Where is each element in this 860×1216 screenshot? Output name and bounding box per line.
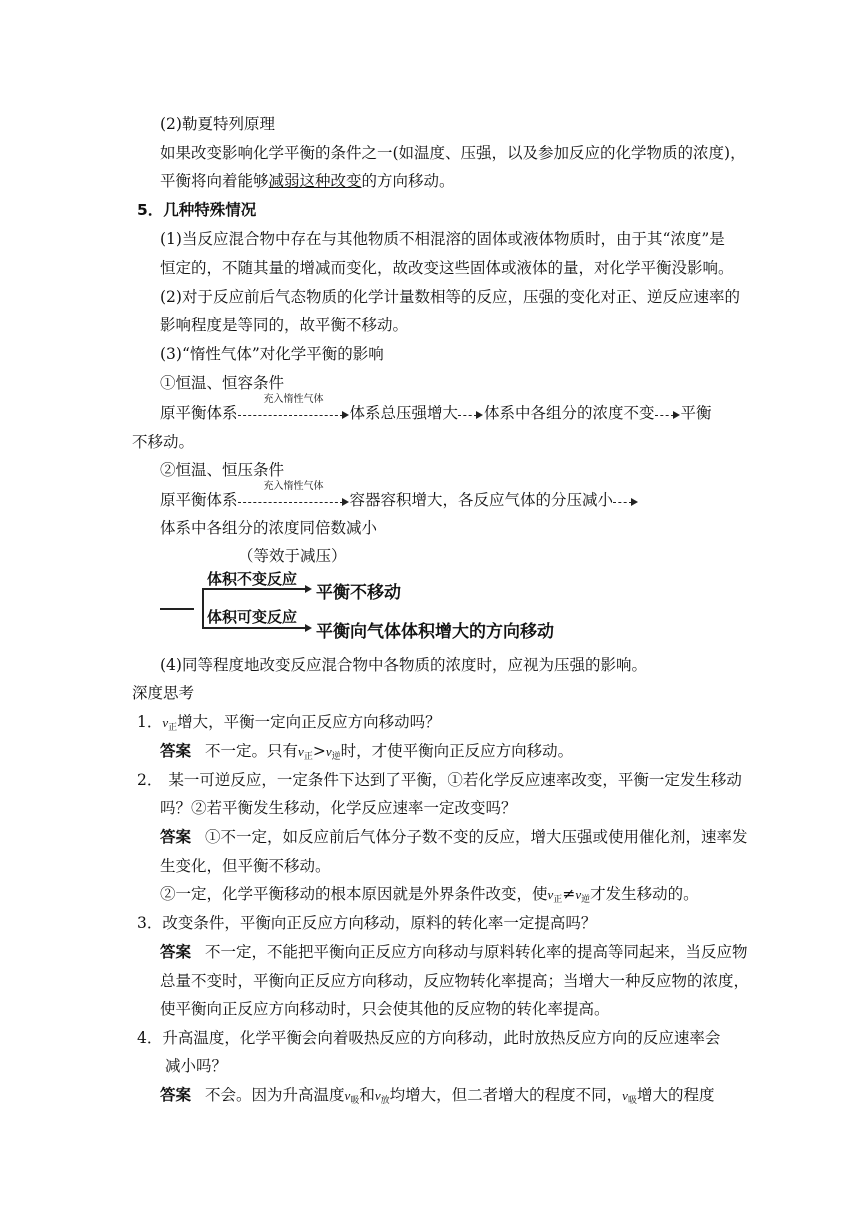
flow-line: 原平衡体系 充入惰性气体 体系总压强增大 体系中各组分的浓度不变 平衡: [160, 402, 712, 425]
paragraph-line: 恒定的，不随其量的增减而变化，故改变这些固体或液体的量，对化学平衡没影响。: [160, 259, 734, 277]
answer-4: 答案 不会。因为升高温度$v_吸$和$v_放$均增大，但二者增大的程度不同，$v_吸$增大的程度: [160, 1086, 715, 1106]
diagram-bracket: [202, 588, 204, 628]
arrow-label: 充入惰性气体: [263, 394, 324, 405]
condition-heading: ①恒温、恒容条件: [160, 374, 285, 392]
diagram-bottom-result: 平衡向气体体积增大的方向移动: [316, 622, 554, 642]
paragraph-line: 不移动。: [132, 433, 195, 451]
question-4: 4．升高温度，化学平衡会向着吸热反应的方向移动，此时放热反应方向的反应速率会: [137, 1029, 721, 1047]
answer-3-cont: 使平衡向正反应方向移动时，只会使其他的反应物的转化率提高。: [160, 1000, 610, 1018]
diagram-top-label: 体积不变反应: [207, 570, 298, 588]
underlined-phrase: 减弱这种改变: [268, 172, 362, 190]
question-1: 1．$v_正$增大，平衡一定向正反应方向移动吗？: [137, 713, 441, 733]
paragraph-line: (1)当反应混合物中存在与其他物质不相混溶的固体或液体物质时，由于其“浓度”是: [160, 230, 725, 248]
paragraph-line: (4)同等程度地改变反应混合物中各物质的浓度时，应视为压强的影响。: [160, 656, 647, 674]
paragraph-line: 体系中各组分的浓度同倍数减小: [160, 519, 378, 537]
diagram-top-line: [202, 588, 308, 590]
diagram-stem: [160, 608, 194, 610]
paragraph-line: 影响程度是等同的，故平衡不移动。: [160, 316, 409, 334]
section-heading: 深度思考: [132, 684, 195, 702]
answer-2: 答案 ①不一定，如反应前后气体分子数不变的反应，增大压强或使用催化剂，速率发: [160, 828, 748, 846]
diagram-bottom-label: 体积可变反应: [207, 608, 298, 626]
answer-1: 答案 不一定。只有$v_正>v_逆$时，才使平衡向正反应方向移动。: [160, 742, 574, 762]
flow-line: 原平衡体系 充入惰性气体 容器容积增大，各反应气体的分压减小: [160, 489, 639, 512]
section-heading: (2)勒夏特列原理: [160, 115, 275, 133]
arrow: [458, 403, 484, 425]
arrow: [655, 403, 681, 425]
diagram-top-result: 平衡不移动: [316, 583, 401, 603]
arrow-head: [305, 624, 312, 632]
labeled-arrow: [238, 481, 350, 512]
condition-heading: ②恒温、恒压条件: [160, 461, 285, 479]
paragraph-line: 如果改变影响化学平衡的条件之一(如温度、压强，以及参加反应的化学物质的浓度)，: [160, 144, 746, 162]
answer-3: 答案 不一定，不能把平衡向正反应方向移动与原料转化率的提高等同起来，当反应物: [160, 943, 748, 961]
answer-2-cont: ②一定，化学平衡移动的根本原因就是外界条件改变，使$v_正\ne v_逆$才发生移动的。: [160, 885, 699, 905]
arrow: [613, 490, 639, 512]
answer-3-cont: 总量不变时，平衡向正反应方向移动，反应物转化率提高；当增大一种反应物的浓度，: [160, 972, 750, 990]
arrow-label: 充入惰性气体: [263, 481, 324, 492]
answer-2-cont: 生变化，但平衡不移动。: [160, 857, 331, 875]
section-heading: 5．几种特殊情况: [137, 201, 257, 219]
paragraph-line: (2)对于反应前后气态物质的化学计量数相等的反应，压强的变化对正、逆反应速率的: [160, 288, 740, 306]
question-3: 3．改变条件，平衡向正反应方向移动，原料的转化率一定提高吗？: [137, 914, 597, 932]
diagram-bottom-line: [202, 627, 308, 629]
paragraph-line: 平衡将向着能够减弱这种改变的方向移动。: [160, 172, 455, 190]
arrow-head: [305, 585, 312, 593]
subsection-heading: (3)“惰性气体”对化学平衡的影响: [160, 345, 384, 363]
labeled-arrow: [238, 394, 350, 425]
diagram-note: （等效于减压）: [238, 547, 347, 565]
question-4-cont: 减小吗？: [165, 1057, 228, 1075]
question-2: 2． 某一可逆反应，一定条件下达到了平衡，①若化学反应速率改变，平衡一定发生移动: [137, 771, 742, 789]
question-2-cont: 吗？②若平衡发生移动，化学反应速率一定改变吗？: [160, 799, 517, 817]
